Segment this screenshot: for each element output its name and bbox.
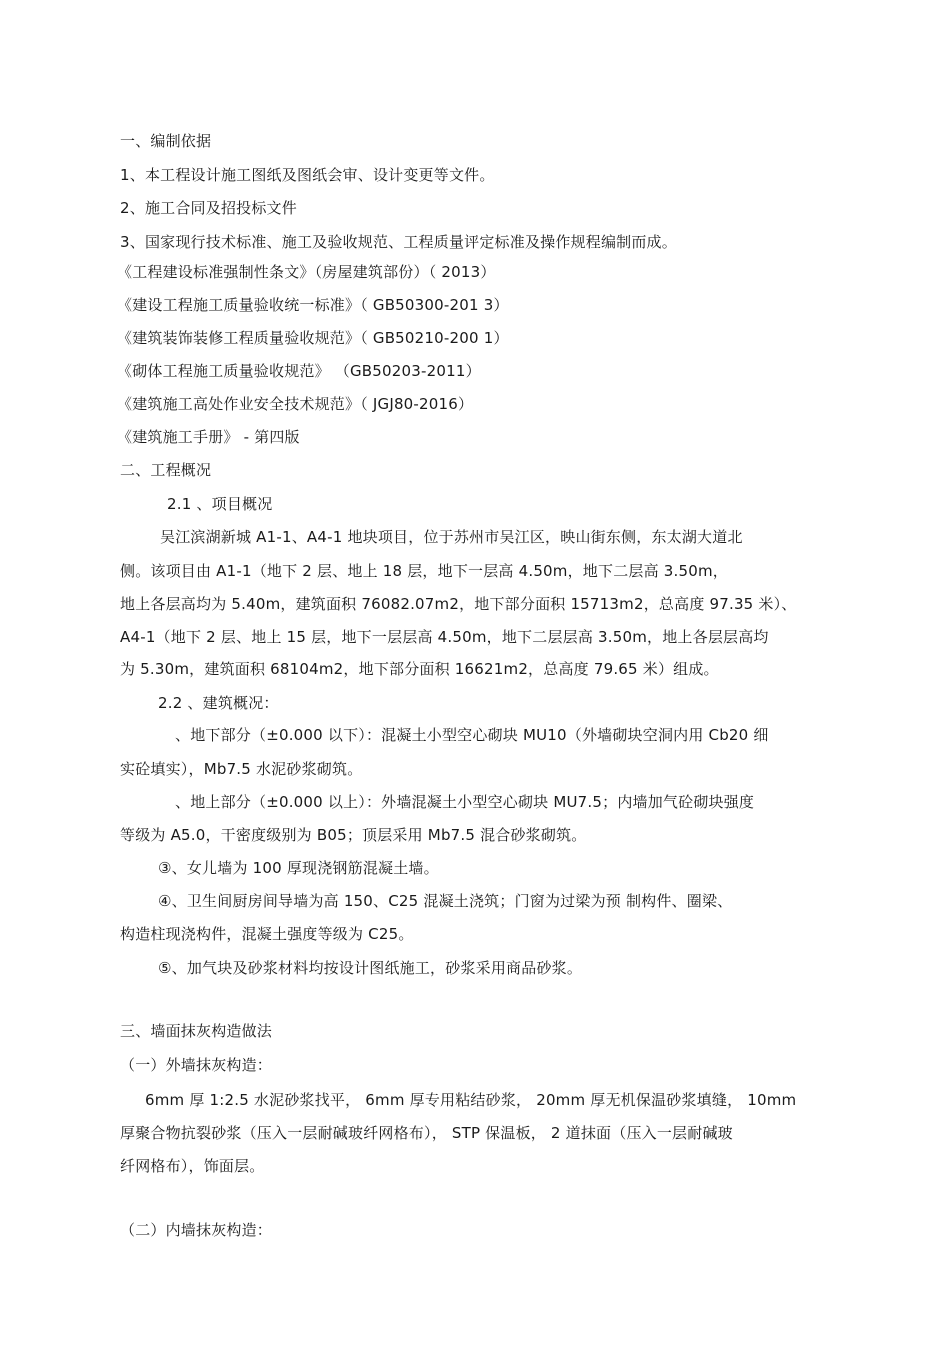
reference-standard: 《建筑施工高处作业安全技术规范》（ JGJ80-2016） <box>117 395 474 413</box>
building-paragraph-line: 构造柱现浇构件，混凝土强度等级为 C25。 <box>120 925 414 943</box>
reference-standard: 《砌体工程施工质量验收规范》 （GB50203-2011） <box>117 362 481 380</box>
building-paragraph-line: ③、女儿墙为 100 厚现浇钢筋混凝土墙。 <box>158 859 439 877</box>
building-paragraph-line: ⑤、加气块及砂浆材料均按设计图纸施工，砂浆采用商品砂浆。 <box>158 959 583 977</box>
basis-item-1: 1、本工程设计施工图纸及图纸会审、设计变更等文件。 <box>120 166 495 184</box>
subsection-heading-interior: （二）内墙抹灰构造： <box>120 1221 273 1239</box>
project-paragraph-line: 为 5.30m，建筑面积 68104m2，地下部分面积 16621m2，总高度 79.65 米）组成。 <box>120 660 719 678</box>
exterior-paragraph-line: 纤网格布），饰面层。 <box>120 1157 265 1175</box>
building-paragraph-line: 等级为 A5.0，干密度级别为 B05；顶层采用 Mb7.5 混合砂浆砌筑。 <box>120 826 587 844</box>
building-paragraph-line: 实砼填实），Mb7.5 水泥砂浆砌筑。 <box>120 760 363 778</box>
project-paragraph-line: 吴江滨湖新城 A1-1、A4-1 地块项目，位于苏州市吴江区，映山街东侧，东太湖大道北 <box>160 528 743 546</box>
building-paragraph-line: 、地上部分（±0.000 以上）：外墙混凝土小型空心砌块 MU7.5；内墙加气砼砌块强度 <box>175 793 755 811</box>
section-heading-plastering: 三、墙面抹灰构造做法 <box>120 1022 273 1040</box>
exterior-paragraph-line: 厚聚合物抗裂砂浆（压入一层耐碱玻纤网格布）， STP 保温板， 2 道抹面（压入一层耐碱玻 <box>120 1124 733 1142</box>
reference-standard: 《建筑装饰装修工程质量验收规范》（ GB50210-200 1） <box>117 329 509 347</box>
exterior-paragraph-line: 6mm 厚 1:2.5 水泥砂浆找平， 6mm 厚专用粘结砂浆， 20mm 厚无机保温砂浆填缝， 10mm <box>145 1091 797 1109</box>
project-paragraph-line: 侧。该项目由 A1-1（地下 2 层、地上 18 层，地下一层高 4.50m，地下二层高 3.50m， <box>120 562 728 580</box>
reference-standard: 《建设工程施工质量验收统一标准》（ GB50300-201 3） <box>117 296 509 314</box>
subsection-heading-exterior: （一）外墙抹灰构造： <box>120 1056 273 1074</box>
section-heading-basis: 一、编制依据 <box>120 132 212 150</box>
building-paragraph-line: ④、卫生间厨房间导墙为高 150、C25 混凝土浇筑；门窗为过梁为预 制构件、圈梁、 <box>158 892 733 910</box>
reference-standard: 《工程建设标准强制性条文》（房屋建筑部份）（ 2013） <box>117 263 496 281</box>
subsection-heading-project: 2.1 、项目概况 <box>167 495 273 513</box>
project-paragraph-line: 地上各层高均为 5.40m，建筑面积 76082.07m2，地下部分面积 15713m2，总高度 97.35 米）、 <box>120 595 797 613</box>
building-paragraph-line: 、地下部分（±0.000 以下）：混凝土小型空心砌块 MU10（外墙砌块空洞内用 Cb20 细 <box>175 726 769 744</box>
reference-standard: 《建筑施工手册》 - 第四版 <box>117 428 300 446</box>
project-paragraph-line: A4-1（地下 2 层、地上 15 层，地下一层层高 4.50m，地下二层层高 3.50m，地上各层层高均 <box>120 628 769 646</box>
basis-item-3: 3、国家现行技术标准、施工及验收规范、工程质量评定标准及操作规程编制而成。 <box>120 233 677 251</box>
subsection-heading-building: 2.2 、建筑概况： <box>158 694 279 712</box>
section-heading-overview: 二、工程概况 <box>120 461 212 479</box>
basis-item-2: 2、施工合同及招投标文件 <box>120 199 297 217</box>
